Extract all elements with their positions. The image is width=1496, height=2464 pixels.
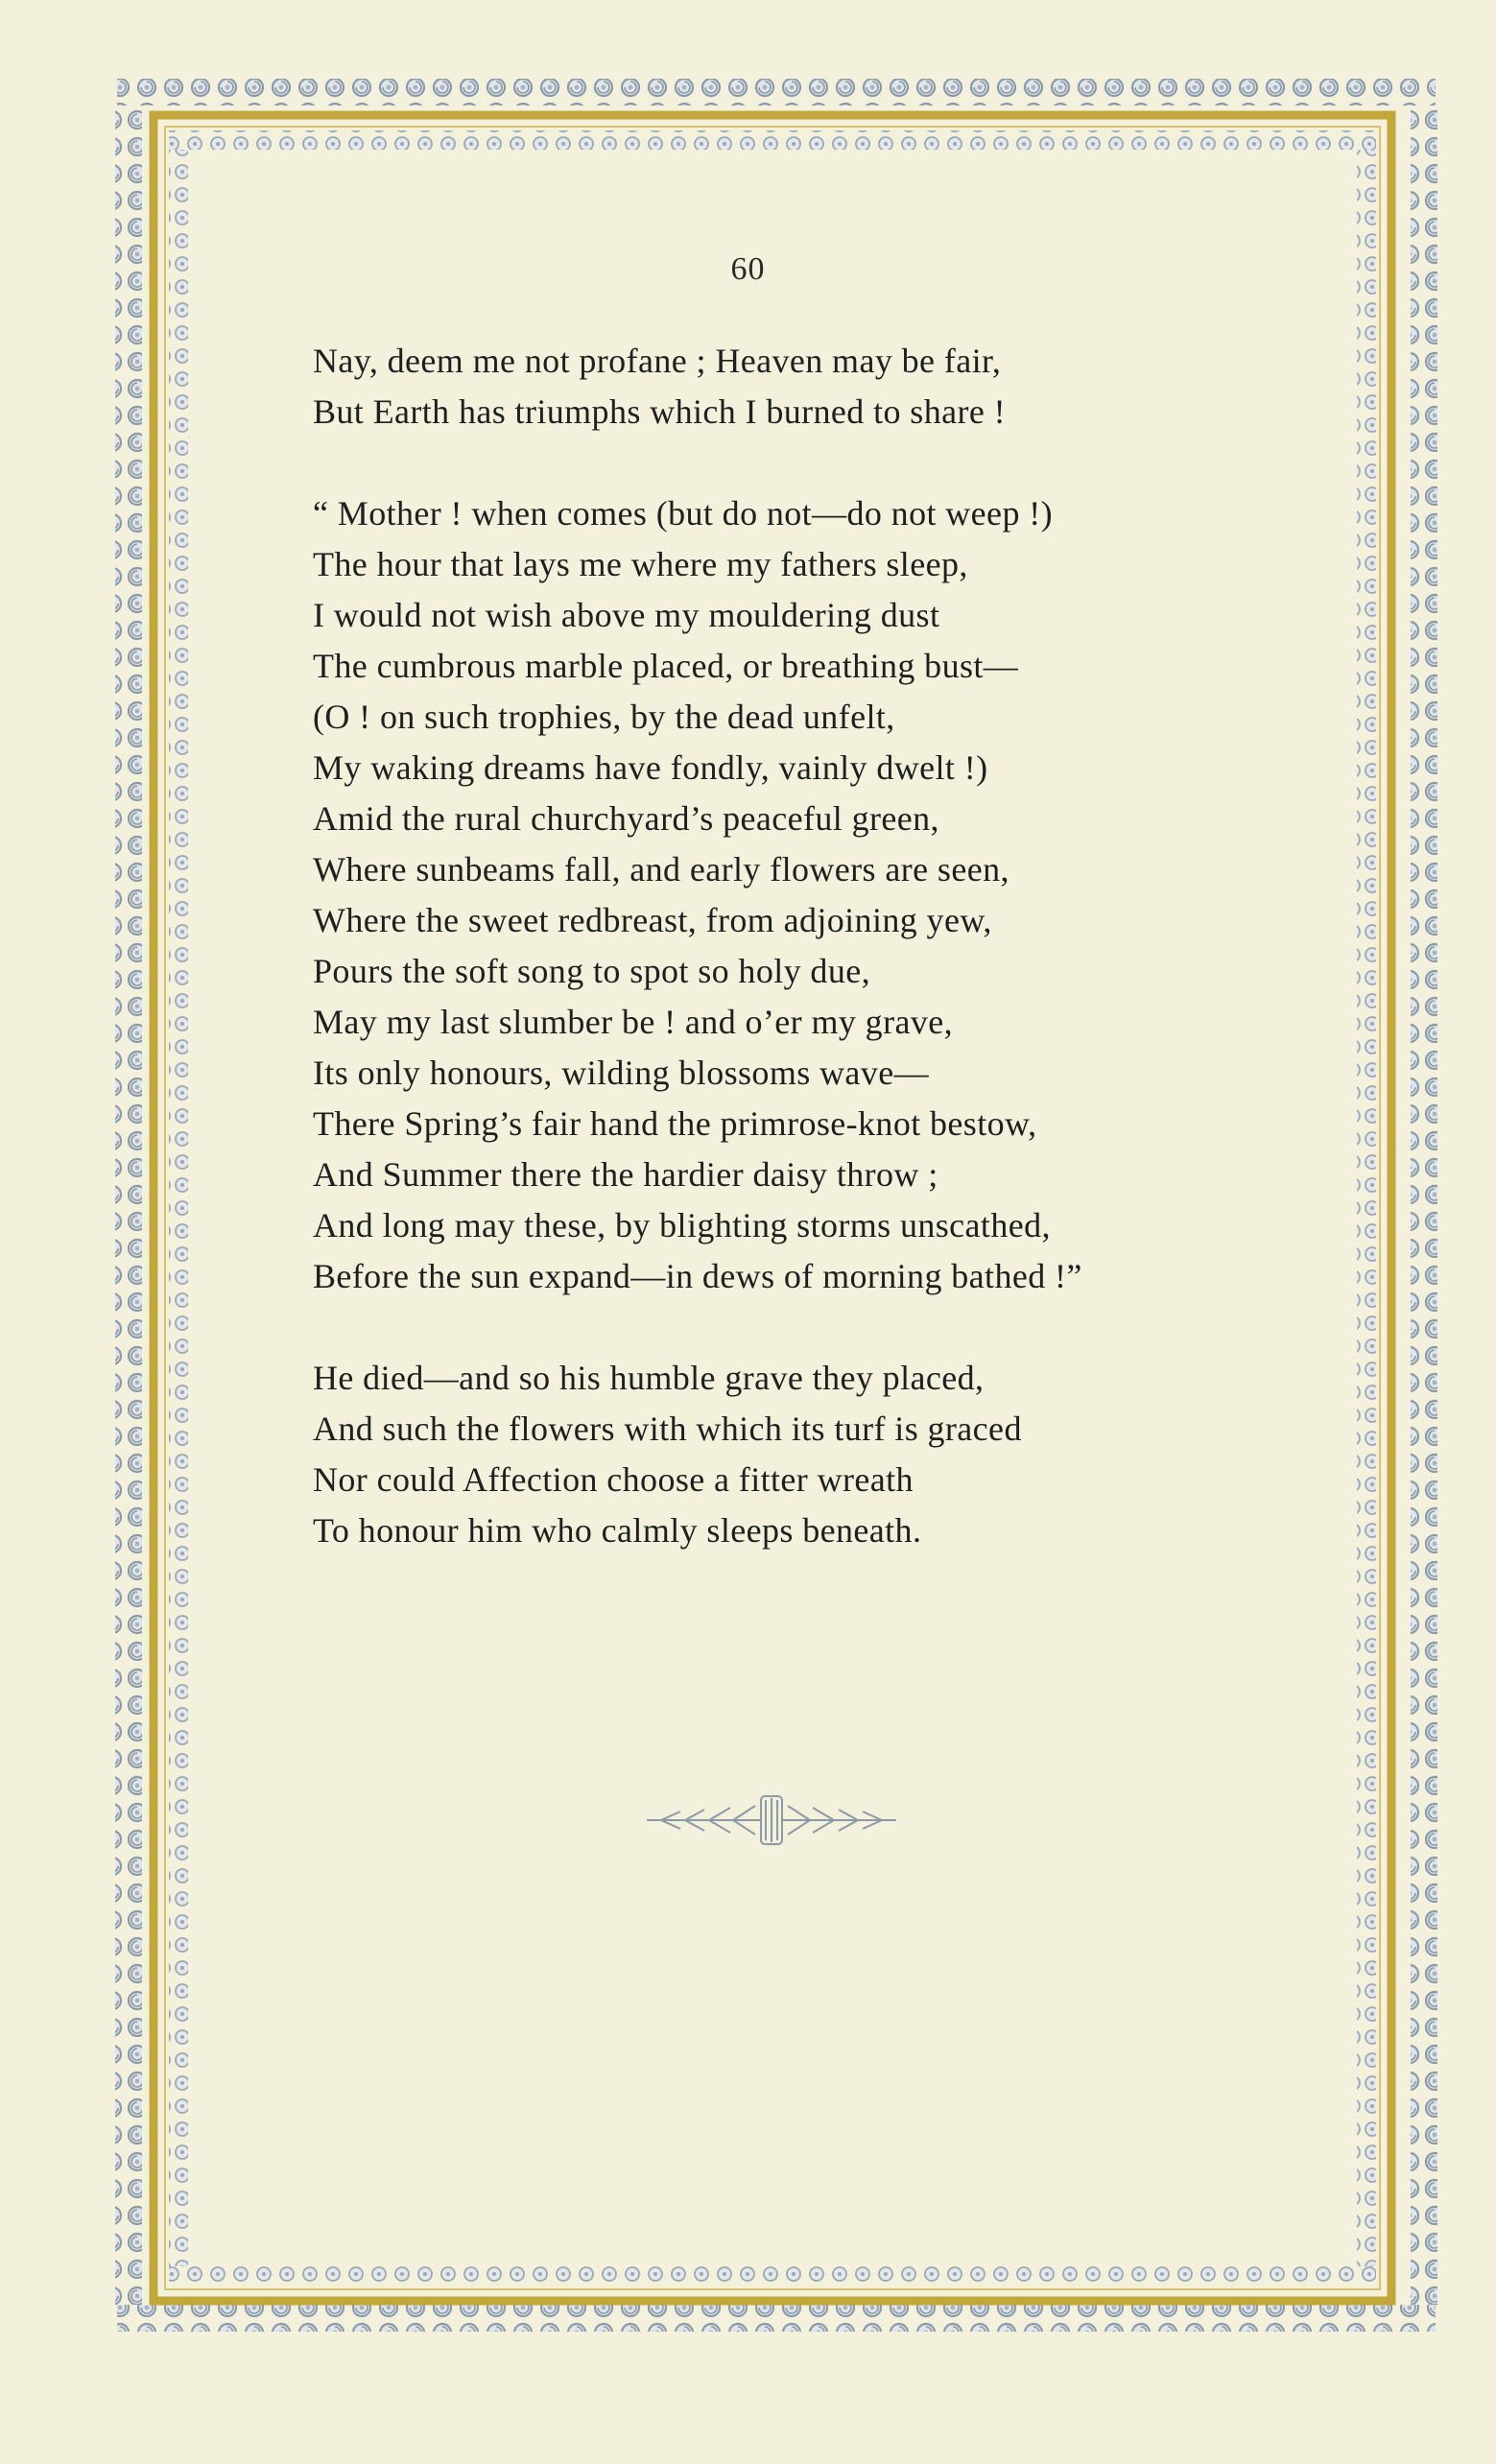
poem-line: The cumbrous marble placed, or breathing bust— [313, 647, 1019, 685]
poem-line: The hour that lays me where my fathers sleep, [313, 545, 968, 583]
poem-line: Where the sweet redbreast, from adjoining yew, [313, 901, 992, 939]
poem-line: “ Mother ! when comes (but do not—do not weep !) [313, 494, 1054, 533]
poem-line: Amid the rural churchyard’s peaceful green, [313, 799, 939, 838]
poem-line: I would not wish above my mouldering dust [313, 596, 940, 634]
poem-line: Its only honours, wilding blossoms wave— [313, 1054, 929, 1092]
poem-line: Pours the soft song to spot so holy due, [313, 952, 871, 990]
poem-line: Nor could Affection choose a fitter wreath [313, 1460, 914, 1499]
poem-line: Before the sun expand—in dews of morning bathed !” [313, 1257, 1082, 1295]
poem-line: And such the flowers with which its turf is graced [313, 1410, 1022, 1448]
page-number: 60 [730, 251, 766, 287]
poem-line: And long may these, by blighting storms unscathed, [313, 1206, 1051, 1244]
poem-body [313, 336, 1253, 1556]
poem-line: (O ! on such trophies, by the dead unfelt, [313, 698, 895, 736]
stanza [313, 1353, 1253, 1556]
poem-line: To honour him who calmly sleeps beneath. [313, 1511, 922, 1550]
poem-line: And Summer there the hardier daisy throw ; [313, 1155, 938, 1194]
stanza [313, 488, 1253, 1302]
poem-line: Where sunbeams fall, and early flowers are seen, [313, 850, 1009, 888]
poem-line: My waking dreams have fondly, vainly dwelt !) [313, 748, 988, 787]
poem-line: May my last slumber be ! and o’er my grave, [313, 1003, 954, 1041]
poem-line: There Spring’s fair hand the primrose-knot bestow, [313, 1104, 1037, 1143]
stanza [313, 336, 1253, 438]
poem-line: He died—and so his humble grave they placed, [313, 1359, 985, 1397]
tailpiece-ornament [642, 1787, 901, 1854]
poem-line: Nay, deem me not profane ; Heaven may be fair, [313, 342, 1002, 380]
poem-line: But Earth has triumphs which I burned to share ! [313, 392, 1007, 431]
